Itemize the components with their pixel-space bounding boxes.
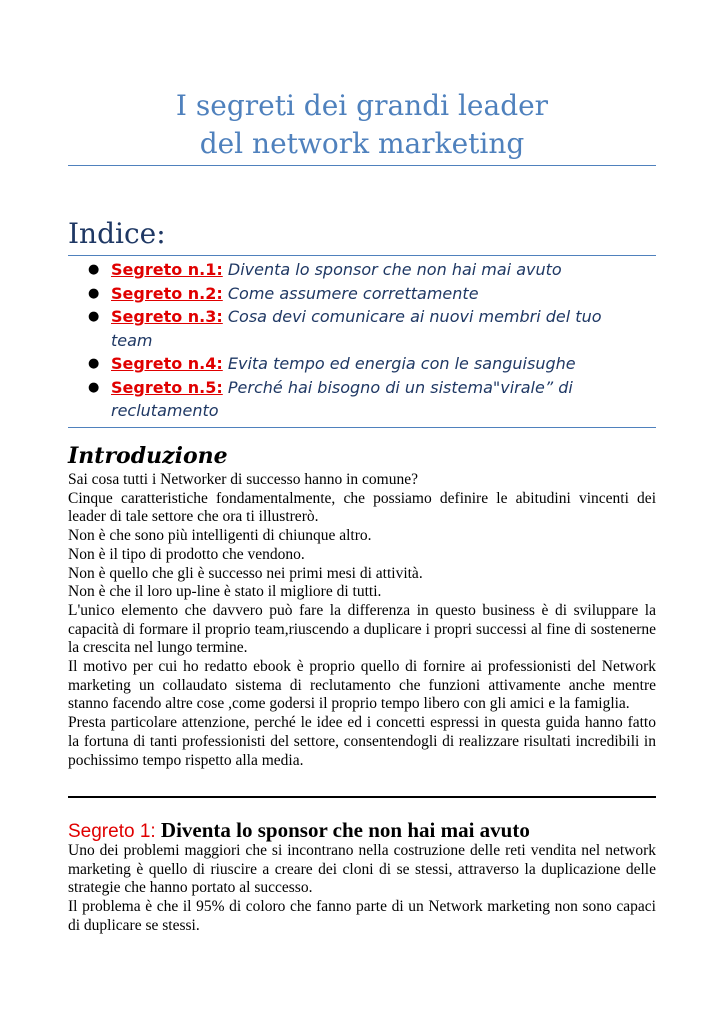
toc-divider-bottom xyxy=(68,427,656,428)
section-1-body xyxy=(68,842,656,936)
title-line-2: del network marketing xyxy=(199,127,525,160)
intro-paragraph: Non è che sono più intelligenti di chiunque altro. xyxy=(68,527,372,545)
intro-paragraph: Il motivo per cui ho redatto ebook è proprio quello di fornire ai professionisti del Network marketing un collaudato sistema di reclutamento che funzioni attivamente anche mentre stanno facendo altre cose ,come godersi il proprio tempo libero con gli amici e la famiglia. xyxy=(68,658,656,713)
section-paragraph: Il problema è che il 95% di coloro che fanno parte di un Network marketing non sono capaci di duplicare se stessi. xyxy=(68,898,656,934)
toc-item[interactable] xyxy=(68,352,628,376)
bullet-icon: ● xyxy=(88,262,100,277)
introduction-heading: Introduzione xyxy=(68,443,228,469)
bullet-icon: ● xyxy=(88,356,100,371)
toc-item[interactable] xyxy=(68,282,628,306)
toc-heading: Indice: xyxy=(68,217,166,250)
toc-item-label[interactable]: Segreto n.2: xyxy=(111,283,223,303)
toc-item-desc: Diventa lo sponsor che non hai mai avuto xyxy=(227,260,562,279)
toc-item-label[interactable]: Segreto n.3: xyxy=(111,307,223,326)
section-1-heading xyxy=(68,818,530,844)
bullet-icon: ● xyxy=(88,379,100,395)
intro-paragraph: Non è che il loro up-line è stato il migliore di tutti. xyxy=(68,583,382,601)
toc-divider-top xyxy=(68,255,656,256)
intro-paragraph: Sai cosa tutti i Networker di successo hanno in comune? xyxy=(68,471,418,488)
bullet-icon: ● xyxy=(88,285,100,301)
intro-paragraph: Non è quello che gli è successo nei primi mesi di attività. xyxy=(68,564,423,582)
toc-item-label[interactable]: Segreto n.1: xyxy=(111,260,223,279)
toc-item[interactable] xyxy=(68,258,628,282)
toc-item[interactable] xyxy=(68,376,628,423)
title-line-1: I segreti dei grandi leader xyxy=(175,89,549,122)
intro-paragraph: L'unico elemento che davvero può fare la differenza in questo business è di sviluppare la capacità di formare il proprio team,riuscendo a duplicare i propri successi al fine di sostenerne la crescita nel lungo termine. xyxy=(68,601,656,657)
toc-item-label[interactable]: Segreto n.4: xyxy=(111,354,223,373)
intro-paragraph: Presta particolare attenzione, perché le idee ed i concetti espressi in questa guida hanno fatto la fortuna di tanti professionisti del settore, consentendogli di realizzare risultati incredibili in pochissimo tempo rispetto alla media. xyxy=(68,714,656,769)
intro-paragraph: Cinque caratteristiche fondamentalmente, che possiamo definire le abitudini vincenti dei leader di tale settore che ora ti illustrerò. xyxy=(68,489,656,526)
introduction-divider xyxy=(68,796,656,798)
toc-item-desc: Cosa devi comunicare ai nuovi membri del tuo team xyxy=(111,307,602,350)
section-1-title: Diventa lo sponsor che non hai mai avuto xyxy=(160,818,530,842)
toc-item-desc: Perché hai bisogno di un sistema"virale” di reclutamento xyxy=(111,377,573,420)
intro-paragraph: Non è il tipo di prodotto che vendono. xyxy=(68,545,305,563)
section-paragraph: Uno dei problemi maggiori che si incontrano nella costruzione delle reti vendita nel network marketing è quello di riuscire a creare dei cloni di se stessi, attraverso la duplicazione delle strategie che hanno portato al successo. xyxy=(68,842,656,897)
section-1-label: Segreto 1: xyxy=(68,821,156,842)
toc-item-desc: Come assumere correttamente xyxy=(227,283,479,303)
bullet-icon: ● xyxy=(88,309,100,324)
toc-list xyxy=(68,258,628,423)
document-title xyxy=(68,87,656,163)
toc-item-label[interactable]: Segreto n.5: xyxy=(111,377,223,397)
introduction-body xyxy=(68,471,656,770)
toc-item[interactable] xyxy=(68,305,628,352)
toc-item-desc: Evita tempo ed energia con le sanguisughe xyxy=(227,354,576,373)
title-divider xyxy=(68,165,656,166)
